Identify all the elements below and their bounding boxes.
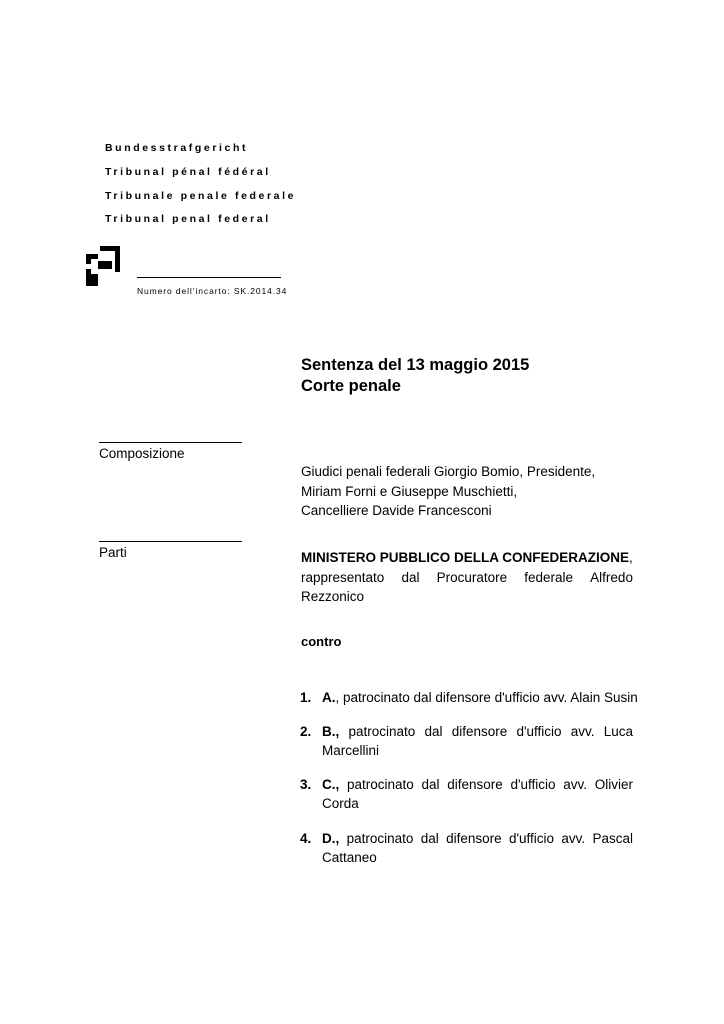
page-title: Sentenza del 13 maggio 2015 (301, 356, 530, 374)
composition-line: Miriam Forni e Giuseppe Muschietti, (301, 484, 518, 499)
defendant-name: C., (322, 777, 340, 792)
parties-divider (99, 541, 242, 542)
word: rappresentato (301, 570, 385, 585)
defendant-description: , patrocinato dal difensore d'ufficio avv. Alain Susin (335, 690, 638, 705)
list-item-number: 4. (300, 831, 312, 846)
defendant-line (322, 724, 633, 739)
word: avv. (561, 831, 586, 846)
word: dal (424, 724, 443, 739)
composition-divider (99, 442, 242, 443)
word: d'ufficio (516, 724, 562, 739)
defendant-line-2: Corda (322, 796, 359, 811)
court-name-fr: Tribunal pénal fédéral (105, 166, 271, 178)
composition-label: Composizione (99, 446, 185, 461)
defendant-name: A. (322, 690, 336, 705)
word: difensore (451, 724, 508, 739)
word: difensore (447, 777, 503, 792)
prosecutor-line-3: Rezzonico (301, 589, 365, 604)
word: dal (421, 777, 440, 792)
composition-line: Cancelliere Davide Francesconi (301, 503, 492, 518)
court-name-it: Tribunale penale federale (105, 190, 297, 202)
word: dal (420, 831, 439, 846)
word: patrocinato (348, 724, 416, 739)
contro-label: contro (301, 634, 342, 649)
word: federale (524, 570, 574, 585)
defendant-line-2: Cattaneo (322, 850, 377, 865)
word: Pascal (592, 831, 633, 846)
word: d'ufficio (510, 777, 556, 792)
word: Alfredo (590, 570, 633, 585)
defendant-line-2: Marcellini (322, 743, 380, 758)
composition-line: Giudici penali federali Giorgio Bomio, Presidente, (301, 464, 596, 479)
prosecutor-line-2 (301, 570, 633, 585)
list-item-number: 2. (300, 724, 312, 739)
court-name-rm: Tribunal penal federal (105, 213, 271, 225)
case-number: Numero dell’incarto: SK.2014.34 (137, 286, 288, 296)
word: patrocinato (346, 777, 414, 792)
word: difensore (446, 831, 502, 846)
defendant-name: B., (322, 724, 340, 739)
defendant-line (322, 777, 633, 792)
word: Luca (603, 724, 633, 739)
word: Olivier (594, 777, 633, 792)
word: dal (401, 570, 420, 585)
word: patrocinato (346, 831, 414, 846)
court-name-de: Bundesstrafgericht (105, 142, 249, 154)
word: d'ufficio (508, 831, 555, 846)
word: Procuratore (436, 570, 508, 585)
word: avv. (563, 777, 588, 792)
word: avv. (570, 724, 595, 739)
page-subtitle: Corte penale (301, 377, 401, 395)
prosecutor-line (301, 550, 633, 565)
swiss-federal-logo (86, 246, 120, 286)
defendant-line (322, 690, 638, 705)
header-divider (137, 277, 281, 278)
defendant-name: D., (322, 831, 340, 846)
prosecutor-name: MINISTERO PUBBLICO DELLA CONFEDERAZIONE (301, 550, 630, 565)
list-item-number: 1. (300, 690, 312, 705)
parties-label: Parti (99, 545, 127, 560)
list-item-number: 3. (300, 777, 312, 792)
prosecutor-comma: , (629, 550, 633, 565)
defendant-line (322, 831, 633, 846)
